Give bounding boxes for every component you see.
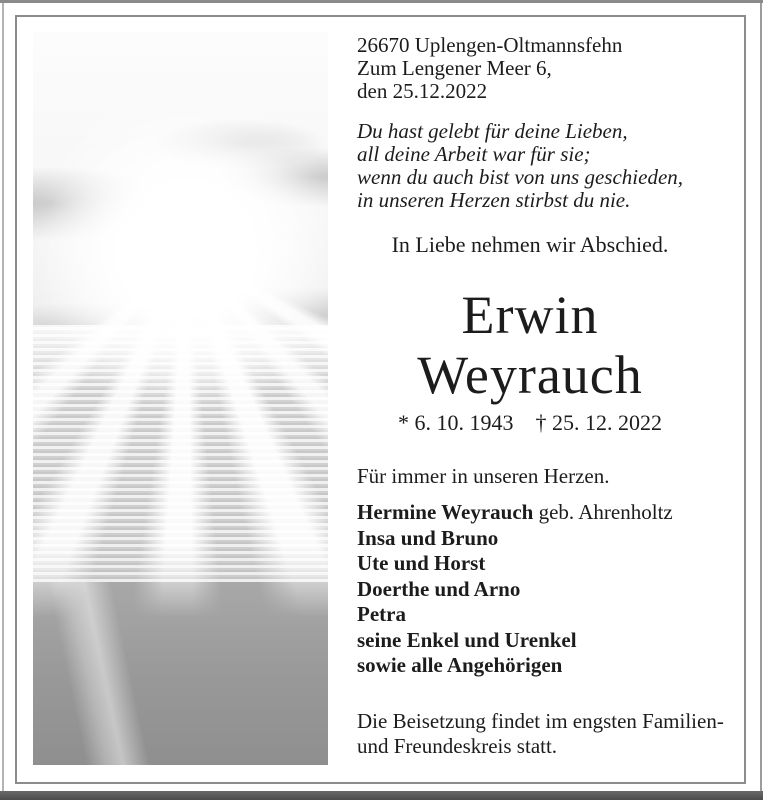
- memorial-poem: [357, 120, 683, 212]
- mourner-row: [357, 526, 673, 552]
- mourner-suffix: geb. Ahrenholtz: [533, 500, 673, 524]
- mourner-name: seine Enkel und Urenkel: [357, 627, 577, 652]
- mourner-row: [357, 551, 673, 577]
- place-date-block: [357, 34, 622, 103]
- mourner-name: Hermine Weyrauch: [357, 500, 534, 524]
- deceased-name: [330, 285, 730, 405]
- funeral-info: [357, 709, 724, 759]
- poem-line: Du hast gelebt für deine Lieben,: [357, 119, 628, 143]
- poem-line: all deine Arbeit war für sie;: [357, 142, 591, 166]
- scan-edge-top: [0, 0, 763, 3]
- scan-edge-left: [2, 3, 4, 791]
- funeral-info-line: Die Beisetzung findet im engsten Familien-: [357, 709, 724, 733]
- scan-edge-right: [760, 3, 762, 791]
- mourner-name: Ute und Horst: [357, 551, 486, 575]
- memorial-photo-sunrays-over-sea: [33, 32, 328, 765]
- date-line: den 25.12.2022: [357, 79, 488, 103]
- birth-date: * 6. 10. 1943: [398, 410, 514, 435]
- mourner-row: [357, 602, 673, 628]
- mourner-name: sowie alle Angehörigen: [357, 653, 563, 677]
- photo-sun-glow: [33, 32, 328, 765]
- life-dates: [330, 410, 730, 436]
- mourner-name: Doerthe und Arno: [357, 576, 521, 601]
- postal-place-line: 26670 Uplengen-Oltmannsfehn: [357, 33, 623, 57]
- deceased-first-name: Erwin: [461, 285, 599, 345]
- memorial-line: Für immer in unseren Herzen.: [357, 464, 610, 488]
- poem-line: wenn du auch bist von uns geschieden,: [357, 165, 684, 189]
- mourner-name: Insa und Bruno: [357, 525, 499, 550]
- mourner-row: [357, 500, 673, 526]
- mourner-row: [357, 628, 673, 654]
- farewell-line: In Liebe nehmen wir Abschied.: [391, 232, 669, 257]
- death-date: † 25. 12. 2022: [535, 410, 662, 435]
- mourners-list: [357, 500, 673, 679]
- funeral-info-line: und Freundeskreis statt.: [357, 734, 558, 758]
- scan-edge-bottom: [0, 791, 763, 800]
- mourner-row: [357, 653, 673, 679]
- poem-line: in unseren Herzen stirbst du nie.: [357, 188, 631, 212]
- deceased-last-name: Weyrauch: [417, 345, 643, 405]
- mourner-row: [357, 577, 673, 603]
- mourner-name: Petra: [357, 602, 406, 626]
- street-line: Zum Lengener Meer 6,: [357, 56, 552, 80]
